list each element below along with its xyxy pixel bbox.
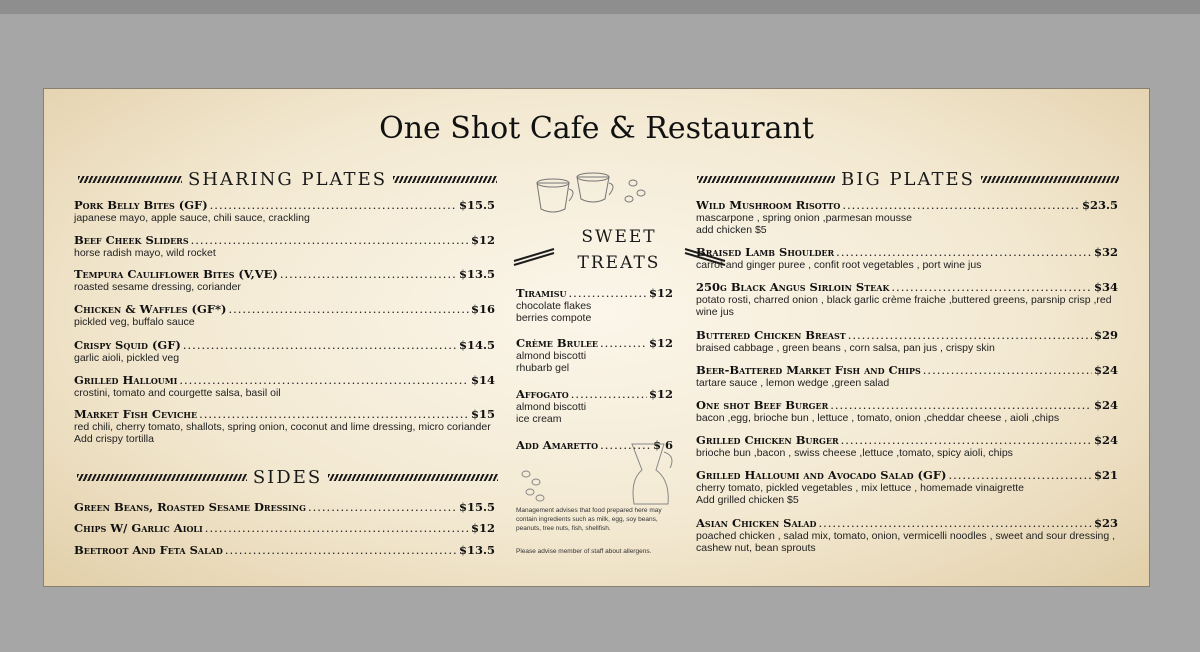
item-description: roasted sesame dressing, coriander bbox=[74, 281, 241, 293]
sweet-treats-flourish bbox=[512, 239, 727, 279]
item-name: Beef Cheek Sliders bbox=[74, 233, 189, 247]
item-price: $14 bbox=[470, 373, 495, 387]
item-price: $12 bbox=[648, 336, 673, 350]
item-price: $24 bbox=[1093, 363, 1118, 377]
menu-item bbox=[516, 337, 673, 374]
viewer-top-bar bbox=[0, 0, 1200, 14]
sharing-plates-header bbox=[74, 169, 501, 190]
menu-item bbox=[74, 268, 495, 293]
item-description: add chicken $5 bbox=[696, 224, 767, 236]
item-description: cherry tomato, pickled vegetables , mix lettuce , homemade vinaigrette bbox=[696, 482, 1024, 494]
item-price: $29 bbox=[1093, 328, 1118, 342]
item-name: Grilled Chicken Burger bbox=[696, 433, 839, 447]
coffee-cups-icon bbox=[529, 169, 659, 219]
menu-item bbox=[516, 388, 673, 425]
sweet-treats-title-line1: SWEET bbox=[581, 227, 657, 247]
item-description: red chili, cherry tomato, shallots, spring onion, coconut and lime dressing, micro coriander Add crispy tortilla bbox=[74, 421, 491, 445]
item-description: bacon ,egg, brioche bun , lettuce , tomato, onion ,cheddar cheese , aioli ,chips bbox=[696, 412, 1060, 424]
item-name: Beetroot And Feta Salad bbox=[74, 543, 223, 557]
item-price: $15.5 bbox=[458, 198, 495, 212]
item-description: berries compote bbox=[516, 312, 592, 324]
item-description: Add grilled chicken $5 bbox=[696, 494, 799, 506]
item-name: Asian Chicken Salad bbox=[696, 516, 817, 530]
item-name: One shot Beef Burger bbox=[696, 398, 829, 412]
item-price: $12 bbox=[470, 521, 495, 535]
item-price: $14.5 bbox=[458, 338, 495, 352]
item-price: $12 bbox=[648, 286, 673, 300]
item-price: $15.5 bbox=[458, 500, 495, 514]
item-price: $15 bbox=[470, 407, 495, 421]
menu-item bbox=[696, 329, 1118, 354]
item-price: $24 bbox=[1093, 398, 1118, 412]
header-stripe-right bbox=[393, 176, 497, 183]
menu-item bbox=[74, 234, 495, 259]
item-description: carrot and ginger puree , confit root vegetables , port wine jus bbox=[696, 259, 982, 271]
item-name: Green Beans, Roasted Sesame Dressing bbox=[74, 500, 306, 514]
allergen-advice: Please advise member of staff about allergens. bbox=[516, 548, 652, 555]
menu-item bbox=[74, 522, 495, 535]
menu-item bbox=[516, 287, 673, 324]
item-name: Grilled Halloumi and Avocado Salad (GF) bbox=[696, 468, 947, 482]
sweet-treats-list bbox=[516, 287, 673, 457]
item-description: horse radish mayo, wild rocket bbox=[74, 247, 216, 259]
header-stripe-left bbox=[697, 176, 835, 183]
item-name: Grilled Halloumi bbox=[74, 373, 178, 387]
item-price: $23.5 bbox=[1081, 198, 1118, 212]
big-plates-list bbox=[696, 199, 1118, 579]
item-description: ice cream bbox=[516, 413, 562, 425]
item-name: Tempura Cauliflower Bites (V,VE) bbox=[74, 267, 278, 281]
item-price: $34 bbox=[1093, 280, 1118, 294]
sharing-plates-title: SHARING PLATES bbox=[187, 169, 388, 190]
item-name: Braised Lamb Shoulder bbox=[696, 245, 835, 259]
item-description: poached chicken , salad mix, tomato, onion, vermicelli noodles , sweet and sour dressing , cashew nut, bean sprouts bbox=[696, 530, 1116, 554]
item-description: pickled veg, buffalo sauce bbox=[74, 316, 195, 328]
header-stripe-left bbox=[78, 176, 182, 183]
item-name: Beer-Battered Market Fish and Chips bbox=[696, 363, 921, 377]
item-name: Buttered Chicken Breast bbox=[696, 328, 846, 342]
item-name: Add Amaretto bbox=[516, 438, 599, 452]
item-name: Crispy Squid (GF) bbox=[74, 338, 181, 352]
menu-item bbox=[696, 469, 1118, 506]
item-name: Pork Belly Bites (GF) bbox=[74, 198, 208, 212]
item-description: crostini, tomato and courgette salsa, basil oil bbox=[74, 387, 281, 399]
menu-item bbox=[74, 374, 495, 399]
item-name: Affogato bbox=[516, 387, 569, 401]
sides-list bbox=[74, 501, 495, 561]
item-price: $12 bbox=[470, 233, 495, 247]
item-name: 250g Black Angus Sirloin Steak bbox=[696, 280, 890, 294]
menu-item bbox=[74, 339, 495, 364]
item-price: $16 bbox=[470, 302, 495, 316]
item-description: mascarpone , spring onion ,parmesan mousse bbox=[696, 212, 912, 224]
big-plates-title: BIG PLATES bbox=[841, 169, 975, 190]
item-description: almond biscotti bbox=[516, 401, 587, 413]
allergen-notice: Management advises that food prepared here may contain ingredients such as milk, egg, soy beans, peanuts, tree nuts, fish, shellfish. bbox=[516, 507, 662, 532]
menu-item bbox=[74, 199, 495, 224]
item-name: Tiramisu bbox=[516, 286, 567, 300]
item-description: braised cabbage , green beans , corn salsa, pan jus , crispy skin bbox=[696, 342, 995, 354]
item-description: potato rosti, charred onion , black garlic crème fraiche ,buttered greens, parsnip crisp ,red wine jus bbox=[696, 294, 1112, 318]
menu-item bbox=[696, 434, 1118, 459]
item-price: $13.5 bbox=[458, 543, 495, 557]
menu-item bbox=[696, 364, 1118, 389]
menu-item bbox=[74, 544, 495, 557]
item-name: Chicken & Waffles (GF*) bbox=[74, 302, 227, 316]
item-price: $32 bbox=[1093, 245, 1118, 259]
item-name: Wild Mushroom Risotto bbox=[696, 198, 841, 212]
restaurant-title: One Shot Cafe & Restaurant bbox=[379, 111, 814, 146]
item-name: Crème Brulee bbox=[516, 336, 599, 350]
item-name: Market Fish Ceviche bbox=[74, 407, 198, 421]
item-name: Chips W/ Garlic Aioli bbox=[74, 521, 203, 535]
menu-item bbox=[74, 501, 495, 514]
item-description: japanese mayo, apple sauce, chili sauce, crackling bbox=[74, 212, 310, 224]
menu-item bbox=[696, 281, 1118, 318]
header-stripe-right bbox=[328, 474, 498, 481]
big-plates-header bbox=[696, 169, 1120, 190]
item-description: chocolate flakes bbox=[516, 300, 592, 312]
header-stripe-left bbox=[77, 474, 247, 481]
item-description: brioche bun ,bacon , swiss cheese ,lettuce ,tomato, spicy aioli, chips bbox=[696, 447, 1013, 459]
menu-item bbox=[74, 408, 495, 445]
header-stripe-right bbox=[981, 176, 1119, 183]
item-description: almond biscotti bbox=[516, 350, 587, 362]
menu-item bbox=[696, 399, 1118, 424]
item-price: $24 bbox=[1093, 433, 1118, 447]
sharing-plates-list bbox=[74, 199, 495, 449]
menu-board bbox=[44, 89, 1149, 586]
item-description: garlic aioli, pickled veg bbox=[74, 352, 180, 364]
coffee-beans-icon bbox=[514, 434, 684, 514]
item-price: $13.5 bbox=[458, 267, 495, 281]
menu-item bbox=[696, 517, 1118, 554]
item-price: $ 6 bbox=[652, 438, 673, 452]
menu-item bbox=[696, 246, 1118, 271]
menu-item bbox=[74, 303, 495, 328]
item-price: $12 bbox=[648, 387, 673, 401]
menu-item bbox=[696, 199, 1118, 236]
sweet-treats-title-line2: TREATS bbox=[577, 253, 661, 273]
item-description: tartare sauce , lemon wedge ,green salad bbox=[696, 377, 890, 389]
item-description: rhubarb gel bbox=[516, 362, 570, 374]
sides-title: SIDES bbox=[252, 467, 323, 488]
item-price: $23 bbox=[1093, 516, 1118, 530]
item-price: $21 bbox=[1093, 468, 1118, 482]
sides-header bbox=[74, 467, 501, 488]
